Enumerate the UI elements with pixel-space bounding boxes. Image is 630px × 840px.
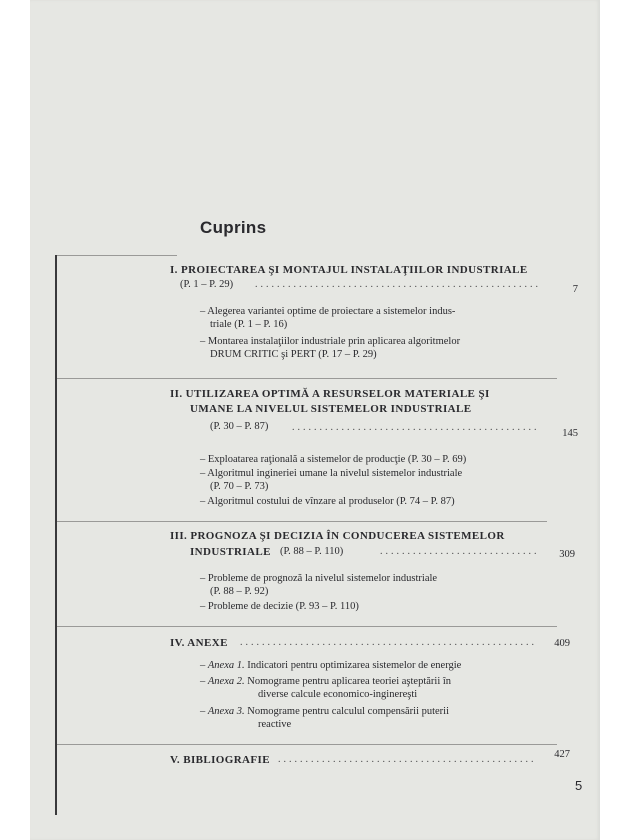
toc-item-cont: (P. 70 – P. 73) — [210, 481, 269, 492]
dot-leader — [278, 754, 533, 767]
section-divider — [57, 521, 547, 522]
section-2-page: 145 — [562, 428, 578, 439]
toc-item[interactable]: – Exploatarea raţională a sistemelor de producţie (P. 30 – P. 69) — [200, 454, 467, 465]
annex-text: Nomograme pentru aplicarea teoriei aşteptării în — [247, 676, 452, 687]
page-title: Cuprins — [200, 218, 267, 237]
section-4-page: 409 — [554, 638, 570, 649]
toc-item[interactable]: – Algoritmul ingineriei umane la nivelul sistemelor industriale — [200, 468, 463, 479]
section-3-heading[interactable]: III. PROGNOZA ŞI DECIZIA ÎN CONDUCEREA SISTEMELOR — [170, 530, 505, 542]
annex-label: Anexa 3. — [207, 706, 245, 717]
section-2-range: (P. 30 – P. 87) — [210, 421, 269, 432]
annex-label: Anexa 1. — [207, 660, 245, 671]
section-3-page: 309 — [559, 549, 575, 560]
toc-item[interactable]: – Probleme de prognoză la nivelul sistemelor industriale — [200, 573, 438, 584]
annex-item[interactable]: – Anexa 2. Nomograme pentru aplicarea teoriei aşteptării în — [200, 676, 452, 687]
annex-text: Nomograme pentru calculul compensării puterii — [247, 706, 450, 717]
section-1-range: (P. 1 – P. 29) — [180, 279, 234, 290]
section-1-page: 7 — [572, 284, 578, 295]
section-divider — [57, 378, 557, 379]
book-page — [30, 0, 600, 840]
toc-item-cont: triale (P. 1 – P. 16) — [210, 319, 288, 330]
annex-label: Anexa 2. — [207, 676, 245, 687]
toc-item[interactable]: – Montarea instalaţiilor industriale prin aplicarea algoritmelor — [200, 336, 461, 347]
dot-leader — [255, 279, 540, 292]
toc-item-cont: (P. 88 – P. 92) — [210, 586, 269, 597]
toc-item-cont: DRUM CRITIC şi PERT (P. 17 – P. 29) — [210, 349, 377, 360]
toc-item[interactable]: – Probleme de decizie (P. 93 – P. 110) — [200, 601, 359, 612]
section-5-heading[interactable]: V. BIBLIOGRAFIE — [170, 754, 270, 766]
section-4-heading[interactable]: IV. ANEXE — [170, 637, 228, 649]
section-2-heading-cont: UMANE LA NIVELUL SISTEMELOR INDUSTRIALE — [190, 403, 472, 415]
section-3-range: (P. 88 – P. 110) — [280, 546, 344, 557]
annex-text-cont: reactive — [258, 719, 292, 730]
toc-item[interactable]: – Algoritmul costului de vînzare al produselor (P. 74 – P. 87) — [200, 496, 455, 507]
annex-text: Indicatori pentru optimizarea sistemelor de energie — [247, 660, 462, 671]
page-number: 5 — [575, 778, 583, 793]
section-1-heading[interactable]: I. PROIECTAREA ŞI MONTAJUL INSTALAŢIILOR INDUSTRIALE — [170, 264, 528, 276]
dot-leader — [292, 422, 540, 435]
section-divider — [57, 626, 557, 627]
annex-item[interactable]: – Anexa 1. Indicatori pentru optimizarea sistemelor de energie — [200, 660, 462, 671]
toc-item[interactable]: – Alegerea variantei optime de proiectare a sistemelor indus- — [200, 306, 456, 317]
margin-rule — [55, 255, 57, 815]
dot-leader — [380, 546, 540, 559]
annex-item[interactable]: – Anexa 3. Nomograme pentru calculul compensării puterii — [200, 706, 450, 717]
dot-leader — [240, 637, 535, 650]
annex-text-cont: diverse calcule economico-inginereşti — [258, 689, 418, 700]
section-3-heading-cont: INDUSTRIALE — [190, 546, 271, 558]
section-divider — [57, 255, 177, 256]
section-2-heading[interactable]: II. UTILIZAREA OPTIMĂ A RESURSELOR MATERIALE ŞI — [170, 388, 490, 400]
section-5-page: 427 — [554, 749, 570, 760]
section-divider — [57, 744, 557, 745]
